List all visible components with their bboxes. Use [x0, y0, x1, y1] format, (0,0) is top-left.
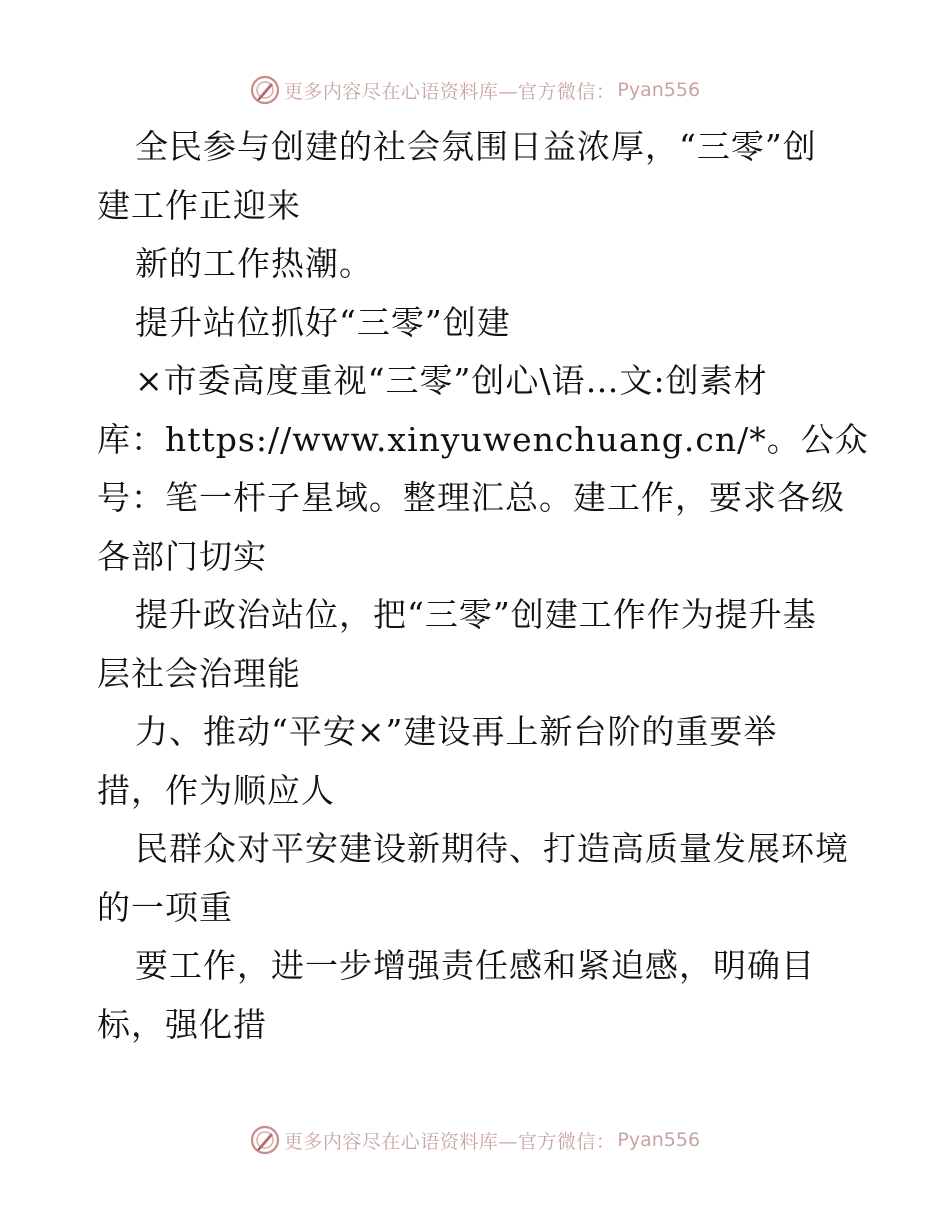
body-line: 力、推动“平安×”建设再上新台阶的重要举 — [135, 712, 778, 751]
header-watermark — [0, 72, 950, 108]
pen-logo-icon — [250, 1125, 280, 1155]
body-line: 层社会治理能 — [97, 653, 301, 693]
pen-logo-icon — [250, 75, 280, 105]
body-line: 全民参与创建的社会氛围日益浓厚，“三零”创 — [135, 127, 817, 166]
body-line: 要工作，进一步增强责任感和紧迫感，明确目 — [135, 946, 815, 985]
body-line: ×市委高度重视“三零”创心\语…文:创素材 — [135, 361, 768, 400]
body-line: 各部门切实 — [97, 536, 267, 576]
body-line: 提升政治站位，把“三零”创建工作作为提升基 — [135, 595, 817, 634]
section-heading: 提升站位抓好“三零”创建 — [135, 302, 511, 342]
body-line: 库：https://www.xinyuwenchuang.cn/*。公众 — [97, 419, 869, 459]
body-line: 号：笔一杆子星域。整理汇总。建工作，要求各级 — [97, 478, 845, 517]
body-line: 的一项重 — [97, 887, 233, 927]
watermark-contact: Pyan556 — [617, 1129, 701, 1151]
body-line: 建工作正迎来 — [97, 185, 301, 225]
body-line: 新的工作热潮。 — [135, 244, 373, 283]
body-line: 措，作为顺应人 — [97, 770, 335, 810]
document-body — [97, 118, 867, 1054]
body-line: 标，强化措 — [97, 1004, 267, 1044]
watermark-contact: Pyan556 — [617, 79, 701, 101]
watermark-text: 更多内容尽在心语资料库—官方微信： — [283, 80, 616, 103]
watermark-text: 更多内容尽在心语资料库—官方微信： — [283, 1130, 616, 1153]
body-line: 民群众对平安建设新期待、打造高质量发展环境 — [135, 829, 849, 868]
footer-watermark — [0, 1122, 950, 1158]
